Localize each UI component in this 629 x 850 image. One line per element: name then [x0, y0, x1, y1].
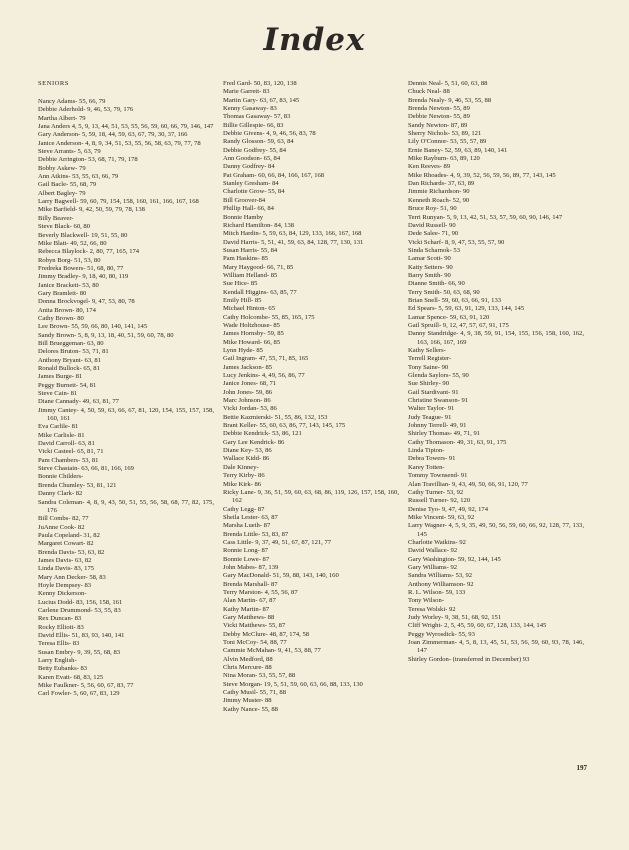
index-entry: Mike Rayburn- 63, 89, 120 — [408, 155, 480, 163]
index-entry: Terri Runyan- 5, 9, 13, 42, 51, 53, 57, 59, 60, 90, 146, 147 — [408, 213, 563, 221]
index-entry: Lamar Spence- 59, 63, 91, 120 — [408, 313, 490, 321]
index-entry: Emily Hill- 85 — [223, 296, 262, 304]
section-heading-seniors: SENIORS — [38, 80, 69, 87]
index-entry: Lynn Hyde- 85 — [223, 347, 263, 354]
index-entry: Teresa Ellis- 83 — [38, 640, 80, 648]
index-entry: Debra Towers- 91 — [408, 455, 456, 463]
index-entry: Peggy Burnett- 54, 81 — [38, 381, 97, 389]
index-entry: Chris Mercure- 88 — [223, 664, 272, 672]
index-entry: Denise Tyo- 9, 47, 49, 92, 174 — [408, 505, 489, 513]
index-entry: Cathy Holcombe- 55, 85, 165, 175 — [223, 313, 315, 321]
index-entry: Peggy Wyrosdick- 55, 93 — [408, 630, 475, 638]
index-entry: Terry Marston- 4, 55, 56, 87 — [223, 588, 298, 596]
index-entry: Cathy Thomason- 49, 31, 63, 91, 175 — [408, 438, 507, 446]
index-entry: Billie Gillespie- 66, 83 — [223, 121, 284, 129]
index-entry: Pam Haskins- 85 — [223, 255, 269, 263]
index-entry: Michael Hinton- 65 — [223, 305, 276, 313]
index-entry: Gary Anderson- 5, 59, 18, 44, 59, 63, 67, 79, 30, 37, 166 — [38, 131, 188, 139]
index-entry: Brenda Newton- 55, 89 — [408, 105, 470, 113]
index-entry: Debbie Godfrey- 55, 84 — [223, 146, 286, 154]
index-entry: Ken Reeves- 89 — [408, 163, 451, 171]
index-entry: Dede Salee- 71, 90 — [408, 230, 459, 238]
index-entry: Walter Taylor- 91 — [408, 405, 455, 413]
index-entry: Mike Kirk- 86 — [223, 480, 262, 488]
index-entry: Brenda Davis- 53, 63, 82 — [38, 548, 105, 556]
index-entry: Jimmy Muster- 88 — [223, 697, 272, 705]
index-entry: Brenda Nealy- 9, 46, 53, 55, 88 — [408, 96, 492, 104]
index-entry: Lamar Scott- 90 — [408, 255, 451, 263]
index-entry: Vicki Matthews- 55, 87 — [223, 622, 286, 630]
index-entry: Bettie Kazmierski- 51, 55, 86, 132, 153 — [223, 413, 328, 421]
index-entry: Marc Johnson- 86 — [223, 397, 271, 405]
index-entry: Pam Chambers- 53, 81 — [38, 456, 99, 464]
index-entry: Gail Stardivant- 91 — [408, 388, 459, 396]
index-entry: Christine Swanson- 91 — [408, 397, 469, 405]
index-entry: Sandy Brown- 5, 8, 9, 13, 18, 40, 51, 59, 60, 78, 80 — [38, 331, 174, 339]
index-entry: Anita Brown- 80, 174 — [38, 306, 96, 314]
index-entry: Carlene Drummond- 53, 55, 83 — [38, 606, 121, 614]
index-entry: Gary Williams- 92 — [408, 563, 458, 571]
index-entry: Vicki Casteel- 65, 81, 71 — [38, 448, 104, 456]
index-entry: Sherry Nichols- 53, 89, 121 — [408, 130, 482, 138]
index-entry: James Jackson- 85 — [223, 363, 273, 371]
index-entry: Phillip Hall- 66, 84 — [223, 205, 274, 213]
index-entry: Kenneth Roach- 52, 90 — [408, 196, 470, 204]
index-entry: Mitch Hardin- 5, 59, 63, 84, 129, 133, 166, 167, 168 — [223, 230, 362, 238]
index-entry: Steve Chastain- 63, 66, 81, 166, 169 — [38, 465, 134, 473]
index-entry: Kathy Nance- 55, 88 — [223, 705, 278, 713]
index-entry: R. L. Wilson- 59, 133 — [408, 588, 466, 596]
index-entry: Ernie Baney- 52, 59, 63, 89, 140, 141 — [408, 146, 508, 154]
index-entry: Chuck Neal- 88 — [408, 88, 450, 96]
index-entry: Alan Martin- 67, 87 — [223, 597, 276, 605]
index-entry: Tommy Townsend- 91 — [408, 472, 468, 480]
index-entry: Sandy Newton- 87, 89 — [408, 121, 468, 129]
index-entry: Debbie Kendrick- 53, 86, 121 — [223, 430, 302, 438]
index-entry: Russell Turner- 92, 120 — [408, 497, 471, 505]
index-entry: Alan Travillian- 9, 43, 49, 50, 66, 91, 120, 77 — [408, 480, 528, 488]
index-entry: Gary Bramlett- 80 — [38, 289, 87, 297]
index-entry: Margaret Cowart- 82 — [38, 540, 94, 548]
index-entry: Susan Embry- 9, 39, 55, 68, 83 — [38, 648, 121, 656]
index-entry: Joan Zimmerman- 4, 5, 8, 13, 45, 51, 53, 56, 59, 60, 93, 78, 146, 147 — [408, 639, 584, 655]
index-entry: Bonnie Childers- — [38, 473, 84, 481]
index-entry: David Wallace- 92 — [408, 547, 458, 555]
index-entry: Martha Albert- 79 — [38, 114, 86, 122]
index-entry: Sue Hice- 85 — [223, 280, 258, 288]
index-entry: Shirley Thomas- 49, 71, 91 — [408, 430, 481, 438]
index-entry: Gary MacDonald- 51, 59, 88, 143, 140, 160 — [223, 572, 339, 580]
index-entry: David Carroll- 63, 81 — [38, 440, 95, 448]
index-entry: Albert Bagley- 79 — [38, 189, 86, 197]
index-entry: Robyn Borg- 51, 53, 80 — [38, 256, 101, 264]
index-entry: Diane Cannady- 49, 63, 81, 77 — [38, 398, 119, 406]
index-column-2 — [223, 80, 399, 714]
index-entry: Carl Fowler- 5, 60, 67, 83, 129 — [38, 690, 120, 698]
index-entry: Ann Goodson- 65, 84 — [223, 155, 281, 163]
index-entry: Mike Howard- 66, 85 — [223, 338, 281, 346]
index-entry: Steve Morgan- 19, 5, 51, 59, 60, 63, 66, 88, 133, 130 — [223, 680, 363, 688]
index-entry: Charlotte Grow- 55, 84 — [223, 188, 285, 196]
index-entry: Stanley Gresham- 84 — [223, 180, 279, 188]
index-entry: James Burge- 81 — [38, 373, 83, 381]
index-entry: John Mabes- 87, 139 — [223, 563, 279, 571]
index-entry: Shirley Gordon- (transferred in December) 93 — [408, 655, 530, 663]
index-entry: David Harris- 5, 51, 41, 59, 63, 84, 128, 77, 130, 131 — [223, 238, 364, 246]
index-entry: Gary Matthews- 88 — [223, 614, 275, 621]
index-entry: Karen Evatt- 68, 83, 125 — [38, 673, 104, 681]
index-entry: Mike Rhoades- 4, 9, 39, 52, 56, 59, 56, 89, 77, 143, 145 — [408, 171, 556, 179]
index-entry: Janice Jones- 68, 71 — [223, 380, 277, 388]
index-entry: Kendall Higgins- 63, 85, 77 — [223, 288, 297, 296]
index-entry: Debbie Givens- 4, 9, 46, 56, 83, 78 — [223, 130, 316, 138]
index-entry: Kenny Gasaway- 83 — [223, 105, 277, 113]
index-entry: William Helland- 85 — [223, 271, 278, 279]
index-entry: Debbie Aderhold- 9, 46, 53, 79, 176 — [38, 106, 134, 114]
index-entry: Kenny Dickerson- — [38, 590, 87, 598]
index-entry: Mary Ann Decker- 58, 83 — [38, 573, 106, 581]
index-entry: Mike Blatt- 49, 52, 66, 80 — [38, 239, 107, 247]
page-number: 197 — [576, 764, 587, 772]
index-entry: Jana Anders 4, 5, 9, 13, 44, 51, 53, 55, 56, 59, 60, 66, 79, 146, 147 — [38, 123, 214, 131]
index-entry: Janice Brackett- 53, 80 — [38, 281, 99, 289]
index-entry: Lee Brown- 55, 59, 66, 80, 140, 141, 145 — [38, 323, 148, 331]
index-entry: Billy Beaver- — [38, 214, 74, 222]
index-entry: Terrell Register- — [408, 355, 452, 363]
index-entry: Donna Brockvogel- 9, 47, 53, 80, 78 — [38, 298, 135, 306]
index-entry: Terry Smith- 50, 63, 68, 90 — [408, 288, 480, 296]
index-entry: Debby McClure- 48, 87, 174, 58 — [223, 630, 310, 638]
index-entry: Mike Carlisle- 81 — [38, 431, 85, 439]
index-entry: Vicki Scharf- 8, 9, 47, 53, 55, 57, 90 — [408, 238, 505, 246]
index-entry: Wade Holtzhouse- 85 — [223, 321, 280, 329]
index-entry: Randy Glosson- 59, 63, 84 — [223, 138, 294, 146]
index-entry: Fred Gard- 50, 83, 120, 138 — [223, 80, 297, 87]
index-entry: Lily O'Connor- 53, 55, 57, 89 — [408, 138, 487, 146]
index-entry: Steve Arrants- 5, 63, 79 — [38, 148, 101, 156]
index-entry: Lucy Jenkins- 4, 49, 56, 86, 77 — [223, 372, 305, 380]
index-entry: Betty Eubanks- 83 — [38, 665, 88, 673]
index-entry: David Ellis- 51, 83, 93, 140, 141 — [38, 632, 125, 639]
index-entry: Dianne Smith- 66, 90 — [408, 280, 465, 288]
index-entry: Bill Groover-84 — [223, 196, 266, 204]
index-entry: Sheila Lester- 63, 87 — [223, 513, 278, 521]
index-entry: Alvin Medford, 88 — [223, 655, 273, 663]
index-entry: Judy Teague- 91 — [408, 413, 452, 421]
index-entry: Kathy Sellers- — [408, 347, 446, 354]
index-entry: Bobby Askew- 79 — [38, 164, 86, 172]
index-entry: Bruce Roy- 51, 90 — [408, 205, 457, 213]
index-entry: Susan Harris- 55, 84 — [223, 246, 278, 254]
index-entry: Cliff Wright- 2, 5, 45, 59, 60, 67, 128, 133, 144, 145 — [408, 622, 547, 630]
index-entry: Debbie Arrington- 53, 68, 71, 79, 178 — [38, 156, 138, 164]
index-entry: Danny Standridge- 4, 9, 38, 59, 91, 154, 155, 156, 158, 160, 162, 163, 166, 167, 169 — [408, 330, 584, 346]
index-entry: James Hornsby- 59, 85 — [223, 330, 284, 338]
index-entry: Marsha Lueth- 87 — [223, 522, 271, 530]
index-entry: Jimmie Richardson- 90 — [408, 188, 470, 196]
index-entry: Ed Spears- 5, 59, 63, 91, 129, 133, 144, 145 — [408, 305, 525, 313]
index-entry: Barry Smith- 90 — [408, 271, 451, 279]
index-entry: Cathy Legg- 87 — [223, 505, 265, 513]
index-entry: Paula Copeland- 31, 82 — [38, 531, 100, 539]
index-entry: Sue Shirley- 90 — [408, 380, 450, 388]
index-entry: Steve Black- 60, 80 — [38, 223, 91, 231]
index-column-3 — [408, 80, 584, 664]
index-entry: Thomas Gasaway- 57, 83 — [223, 113, 291, 121]
index-entry: Teresa Wolski- 92 — [408, 605, 456, 613]
index-entry: Richard Hamilton- 84, 138 — [223, 221, 295, 229]
index-entry: Dan Richards- 37, 63, 89 — [408, 180, 475, 188]
index-entry: Ronald Bullock- 65, 81 — [38, 365, 100, 372]
index-entry: Ricky Lane- 9, 36, 51, 59, 60, 63, 68, 86, 119, 126, 157, 158, 160, 162 — [223, 488, 399, 505]
index-entry: Cammie McMahan- 9, 41, 53, 88, 77 — [223, 647, 321, 655]
index-entry: Pat Graham- 60, 66, 84, 166, 167, 168 — [223, 171, 325, 179]
index-entry: Steve Cain- 81 — [38, 390, 78, 398]
index-entry: Tony Wilson- — [408, 597, 444, 605]
index-entry: Eva Carlile- 81 — [38, 423, 79, 431]
index-entry: James Davis- 63, 82 — [38, 556, 92, 564]
index-entry: Glenda Saylors- 55, 90 — [408, 372, 469, 380]
index-entry: Toni McCoy- 54, 88, 77 — [223, 639, 287, 647]
page-title: Index — [263, 22, 366, 58]
index-entry: Beverly Blackwell- 19, 51, 55, 80 — [38, 231, 128, 239]
index-entry: Dale Kinney- — [223, 463, 259, 471]
index-entry: Gail Bacle- 55, 68, 79 — [38, 181, 97, 189]
index-entry: Rex Duncan- 83 — [38, 615, 82, 623]
index-entry: Cathy Turner- 53, 92 — [408, 488, 464, 496]
index-entry: Johnny Terrell- 49, 91 — [408, 422, 467, 430]
index-entry: Bill Brueggeman- 63, 80 — [38, 339, 104, 347]
index-entry: Gail Ingram- 47, 55, 71, 85, 165 — [223, 355, 309, 363]
index-entry: Lucius Dodd- 83, 156, 158, 161 — [38, 598, 123, 606]
index-entry: Karey Totten- — [408, 463, 445, 471]
index-entry: Cathy Brown- 80 — [38, 314, 84, 322]
index-entry: Gary Washington- 59, 92, 144, 145 — [408, 555, 501, 563]
index-entry: Ann Atkins- 53, 55, 63, 66, 79 — [38, 173, 119, 181]
index-entry: Larry English- — [38, 657, 77, 665]
index-entry: Jimmy Cantey- 4, 50, 59, 63, 66, 67, 81, 120, 154, 155, 157, 158, 160, 161 — [38, 406, 214, 423]
index-entry: Martin Gary- 63, 67, 83, 145 — [223, 96, 300, 104]
index-entry: Tony Saine- 90 — [408, 363, 449, 371]
index-entry: Rebecca Blaylock- 2, 80, 77, 165, 174 — [38, 248, 140, 256]
index-entry: Rocky Elliott- 83 — [38, 623, 84, 631]
index-entry: Charlotte Watkins- 92 — [408, 538, 466, 546]
index-entry: Nancy Adams- 55, 66, 79 — [38, 98, 106, 105]
index-entry: Anthony Bryant- 63, 81 — [38, 356, 102, 364]
index-entry: Mike Vincent- 59, 63, 92 — [408, 513, 475, 521]
index-entry: Judy Worley- 9, 38, 51, 68, 92, 151 — [408, 614, 502, 621]
index-entry: Bonnie Hamby — [223, 213, 264, 221]
index-entry: Brant Keller- 55, 60, 63, 86, 77, 143, 145, 175 — [223, 422, 346, 430]
index-entry: Marie Garrett- 83 — [223, 88, 270, 96]
index-entry: Cathy Musil- 55, 71, 88 — [223, 689, 287, 697]
index-entry: Hoyle Dempsey- 83 — [38, 581, 92, 589]
index-entry: Diane Key- 53, 86 — [223, 447, 272, 455]
index-entry: Jimmy Bradley- 9, 18, 40, 80, 119 — [38, 273, 129, 281]
index-entry: David Russell- 90 — [408, 221, 456, 229]
index-entry: Debbie Newton- 55, 89 — [408, 113, 470, 121]
index-entry: Larry Bagwell- 59, 60, 79, 154, 158, 160, 161, 166, 167, 168 — [38, 198, 199, 206]
index-entry: Danny Godfrey- 84 — [223, 163, 275, 171]
index-column-1 — [38, 98, 214, 699]
index-entry: Gary Lee Kendrick- 86 — [223, 438, 285, 446]
index-entry: Terry Kirby- 86 — [223, 472, 265, 480]
index-entry: Brian Snell- 59, 60, 63, 66, 91, 133 — [408, 296, 502, 304]
index-entry: Dennis Neal- 5, 51, 60, 63, 88 — [408, 80, 488, 87]
index-entry: Cass Little- 9, 37, 49, 51, 67, 87, 121, 77 — [223, 538, 332, 546]
index-entry: Mary Haygood- 66, 71, 85 — [223, 263, 294, 271]
index-entry: Danny Clark- 82 — [38, 490, 83, 498]
index-entry: Sandra Williams- 53, 92 — [408, 572, 473, 580]
index-entry: Ronnie Long- 87 — [223, 547, 269, 555]
index-entry: Nina Moran- 53, 55, 57, 88 — [223, 672, 296, 680]
index-entry: Sandra Coleman- 4, 8, 9, 43, 50, 51, 55, 56, 58, 68, 77, 82, 175, 176 — [38, 498, 214, 514]
index-entry: Delores Bruton- 53, 71, 81 — [38, 348, 109, 356]
index-entry: Sinda Scharnok- 53 — [408, 246, 461, 254]
index-entry: Brenda Marshall- 87 — [223, 580, 278, 588]
index-entry: Mike Faulkner- 5, 56, 60, 67, 83, 77 — [38, 682, 134, 690]
index-entry: Brenda Chumley- 53, 81, 121 — [38, 481, 117, 489]
index-entry: Larry Wagner- 4, 5, 9, 35, 49, 50, 56, 59, 60, 66, 92, 128, 77, 133, 145 — [408, 522, 584, 538]
index-entry: Bill Combs- 82, 77 — [38, 515, 89, 523]
index-entry: Janice Anderson- 4, 8, 9, 34, 51, 53, 55, 56, 58, 63, 79, 77, 78 — [38, 139, 201, 147]
index-entry: JuAnne Cook- 82 — [38, 523, 85, 531]
index-entry: Bonnie Lowe- 87 — [223, 555, 270, 563]
index-entry: Linda Davis- 83, 175 — [38, 565, 95, 573]
index-entry: John Jones- 59, 86 — [223, 388, 273, 396]
index-entry: Vicki Jordan- 53, 86 — [223, 405, 277, 413]
index-entry: Linda Tipton- — [408, 447, 445, 455]
index-entry: Wallace Kidd- 86 — [223, 455, 270, 463]
index-entry: Gail Spruill- 9, 12, 47, 57, 67, 91, 175 — [408, 321, 509, 329]
index-entry: Fredreka Bowers- 51, 68, 80, 77 — [38, 264, 124, 272]
index-entry: Mike Barfield- 9, 42, 50, 59, 79, 78, 138 — [38, 206, 145, 214]
index-entry: Anthony Williamson- 92 — [408, 580, 474, 588]
index-entry: Kathy Martin- 87 — [223, 605, 270, 613]
index-entry: Brenda Little- 53, 83, 87 — [223, 530, 289, 538]
index-entry: Katty Setters- 90 — [408, 263, 453, 271]
